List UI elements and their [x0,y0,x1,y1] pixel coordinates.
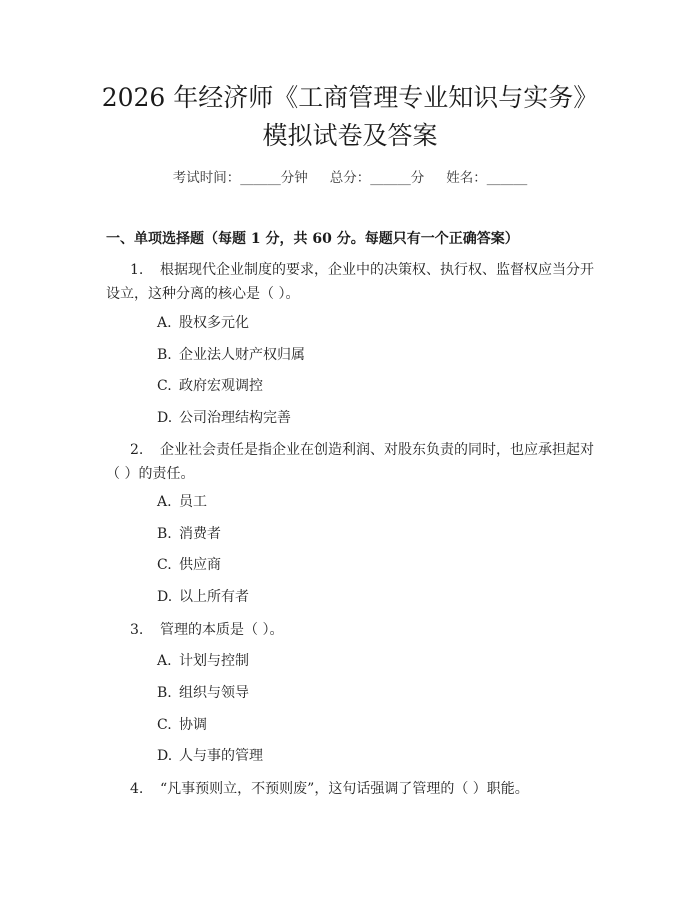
exam-score: 总分：______分 [329,170,425,186]
section-heading: 一、单项选择题（每题 1 分，共 60 分。每题只有一个正确答案） [106,231,519,247]
question-2 [106,438,600,486]
question-text: “凡事预则立，不预则废”，这句话强调了管理的（ ）职能。 [160,781,529,797]
question-number: 3. [130,622,144,638]
option-a: A. 股权多元化 [157,315,249,331]
question-number: 4. [130,781,144,797]
option-b: B. 企业法人财产权归属 [157,347,305,363]
question-number: 2. [130,442,144,458]
question-text: 管理的本质是（ ）。 [160,622,284,638]
question-text: 企业社会责任是指企业在创造利润、对股东负责的同时，也应承担起对（ ）的责任。 [106,442,594,482]
exam-name: 姓名：______ [446,170,528,186]
option-d: D. 以上所有者 [157,589,249,605]
question-3 [106,618,600,642]
page-subtitle: 模拟试卷及答案 [262,121,438,150]
option-c: C. 协调 [157,717,207,733]
option-c: C. 政府宏观调控 [157,378,263,394]
exam-info [0,168,700,188]
question-4 [106,777,600,801]
option-d: D. 公司治理结构完善 [157,410,291,426]
page-title: 2026 年经济师《工商管理专业知识与实务》 [101,83,599,112]
exam-time: 考试时间：______分钟 [172,170,308,186]
option-d: D. 人与事的管理 [157,748,263,764]
question-number: 1. [130,262,144,278]
question-text: 根据现代企业制度的要求，企业中的决策权、执行权、监督权应当分开设立，这种分离的核心是（ ）。 [106,262,594,302]
question-1 [106,258,600,306]
option-a: A. 计划与控制 [157,653,249,669]
option-c: C. 供应商 [157,557,221,573]
option-b: B. 消费者 [157,526,221,542]
option-b: B. 组织与领导 [157,685,249,701]
option-a: A. 员工 [157,494,207,510]
